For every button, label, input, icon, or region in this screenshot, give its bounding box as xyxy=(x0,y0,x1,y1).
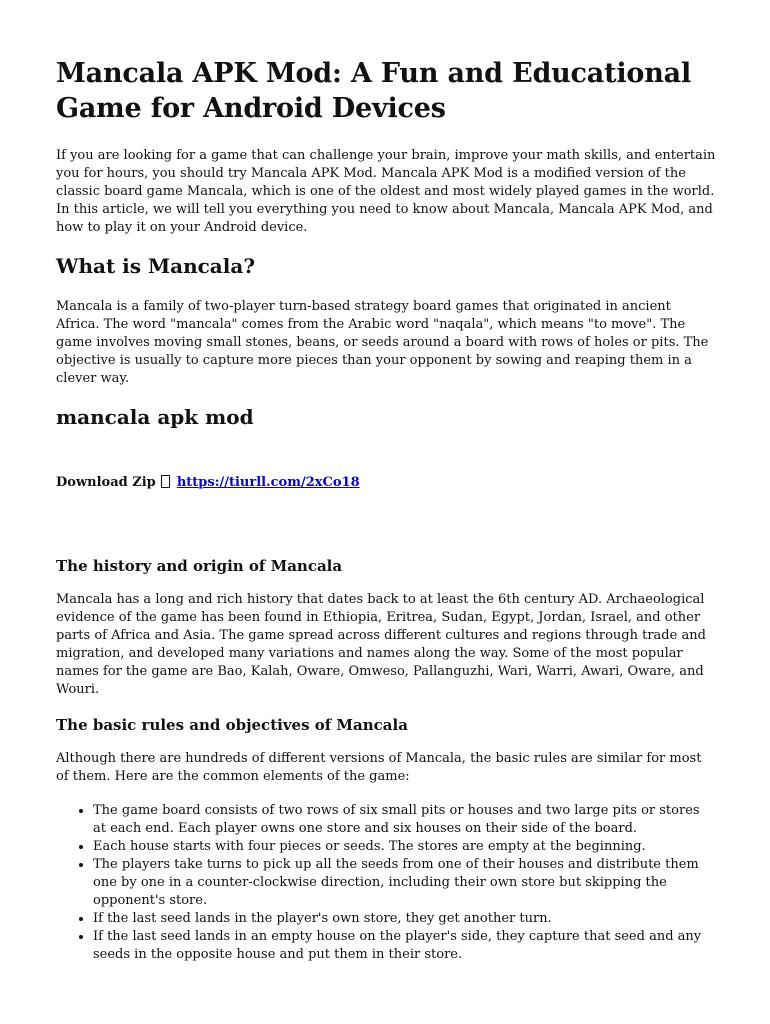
article-title: Mancala APK Mod: A Fun and Educational Game for Android Devices xyxy=(56,58,692,124)
intro-paragraph: If you are looking for a game that can challenge your brain, improve your math skills, and entertain you for hours, you should try Mancala APK Mod. Mancala APK Mod is a modified version of the classic board game Mancala, which is one of the oldest and most widely played games in the world. In this article, we will tell you everything you need to know about Mancala, Mancala APK Mod, and how to play it on your Android device. xyxy=(56,148,716,235)
rules-list xyxy=(56,802,716,964)
history-paragraph: Mancala has a long and rich history that dates back to at least the 6th century AD. Archaeological evidence of the game has been found in Ethiopia, Eritrea, Sudan, Egypt, Jordan, Israel, and other parts of Africa and Asia. The game spread across different cultures and regions through trade and migration, and developed many variations and names along the way. Some of the most popular names for the game are Bao, Kalah, Oware, Omweso, Pallanguzhi, Wari, Warri, Awari, Oware, and Wouri. xyxy=(56,592,706,697)
list-item: • Each house starts with four pieces or seeds. The stores are empty at the beginning. xyxy=(93,838,716,856)
list-item: • If the last seed lands in an empty house on the player's side, they capture that seed and any seeds in the opposite house and put them in their store. xyxy=(93,928,716,964)
list-item: • If the last seed lands in the player's own store, they get another turn. xyxy=(93,910,716,928)
document-page xyxy=(56,56,716,964)
download-link[interactable]: https://tiurll.com/2xCo18 xyxy=(176,475,360,490)
rules-heading: The basic rules and objectives of Mancala xyxy=(56,716,408,734)
download-line xyxy=(56,474,716,492)
download-label: Download Zip xyxy=(56,475,156,490)
list-item: • The game board consists of two rows of six small pits or houses and two large pits or stores at each end. Each player owns one store and six houses on their side of the board. xyxy=(93,802,716,838)
list-item: • The players take turns to pick up all the seeds from one of their houses and distribute them one by one in a counter-clockwise direction, including their own store but skipping the opponent's store. xyxy=(93,856,716,910)
history-heading: The history and origin of Mancala xyxy=(56,557,343,575)
what-is-paragraph: Mancala is a family of two-player turn-based strategy board games that originated in ancient Africa. The word "mancala" comes from the Arabic word "naqala", which means "to move". The game involves moving small stones, beans, or seeds around a board with rows of holes or pits. The objective is usually to capture more pieces than your opponent by sowing and reaping them in a clever way. xyxy=(56,299,709,386)
rules-paragraph: Although there are hundreds of different versions of Mancala, the basic rules are similar for most of them. Here are the common elements of the game: xyxy=(56,751,702,784)
missing-glyph-icon xyxy=(161,475,170,488)
keyword-heading: mancala apk mod xyxy=(56,405,254,429)
what-is-heading: What is Mancala? xyxy=(56,254,256,278)
